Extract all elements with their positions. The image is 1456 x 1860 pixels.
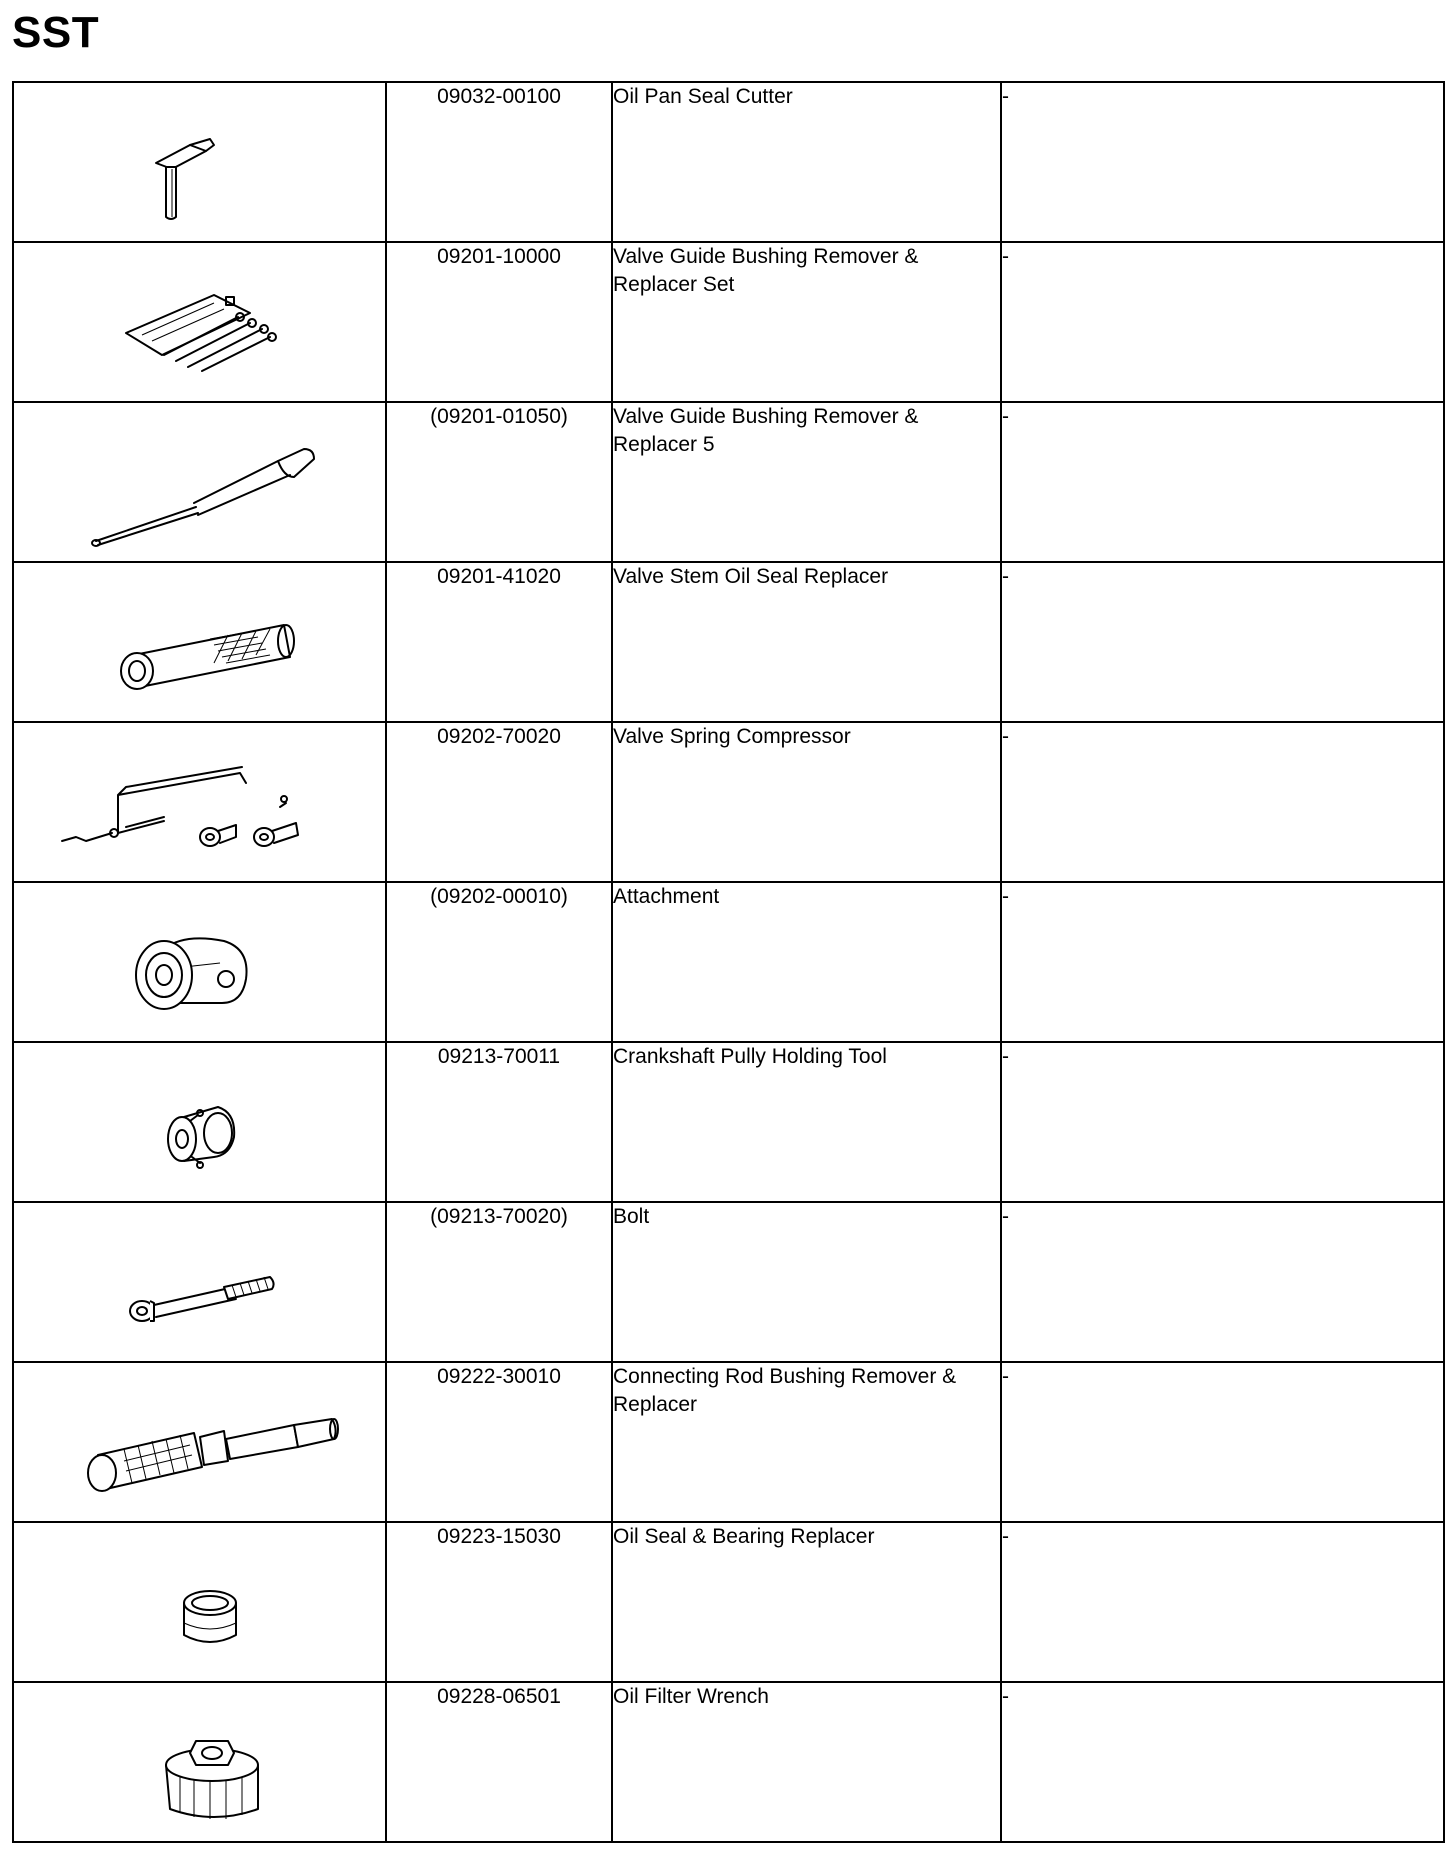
part-number: 09222-30010 bbox=[386, 1362, 612, 1522]
connecting-rod-bushing-tool-icon bbox=[14, 1363, 387, 1523]
tool-name: Valve Guide Bushing Remover & Replacer Set bbox=[612, 242, 1001, 402]
tool-note: - bbox=[1001, 562, 1444, 722]
tool-note: - bbox=[1001, 1522, 1444, 1682]
tool-illustration-cell bbox=[13, 1042, 386, 1202]
valve-guide-bushing-rod-icon bbox=[14, 403, 387, 563]
table-row bbox=[13, 882, 1444, 1042]
table-row bbox=[13, 242, 1444, 402]
tool-note: - bbox=[1001, 1682, 1444, 1842]
sst-table bbox=[12, 81, 1445, 1843]
tool-illustration-cell bbox=[13, 402, 386, 562]
table-row bbox=[13, 1522, 1444, 1682]
table-row bbox=[13, 1362, 1444, 1522]
part-number: 09202-70020 bbox=[386, 722, 612, 882]
tool-name: Oil Seal & Bearing Replacer bbox=[612, 1522, 1001, 1682]
oil-pan-seal-cutter-icon bbox=[14, 83, 387, 243]
tool-name: Attachment bbox=[612, 882, 1001, 1042]
tool-note: - bbox=[1001, 1202, 1444, 1362]
part-number: 09201-10000 bbox=[386, 242, 612, 402]
part-number: 09223-15030 bbox=[386, 1522, 612, 1682]
tool-note: - bbox=[1001, 882, 1444, 1042]
part-number: 09228-06501 bbox=[386, 1682, 612, 1842]
tool-illustration-cell bbox=[13, 242, 386, 402]
part-number: 09201-41020 bbox=[386, 562, 612, 722]
part-number: (09201-01050) bbox=[386, 402, 612, 562]
tool-note: - bbox=[1001, 242, 1444, 402]
table-row bbox=[13, 1042, 1444, 1202]
crankshaft-pulley-holder-icon bbox=[14, 1043, 387, 1203]
page-title: SST bbox=[12, 8, 100, 57]
valve-guide-bushing-set-icon bbox=[14, 243, 387, 403]
tool-note: - bbox=[1001, 1362, 1444, 1522]
attachment-icon bbox=[14, 883, 387, 1043]
tool-note: - bbox=[1001, 722, 1444, 882]
tool-name: Oil Filter Wrench bbox=[612, 1682, 1001, 1842]
bolt-icon bbox=[14, 1203, 387, 1363]
tool-note: - bbox=[1001, 1042, 1444, 1202]
table-row bbox=[13, 1682, 1444, 1842]
part-number: (09202-00010) bbox=[386, 882, 612, 1042]
table-row bbox=[13, 562, 1444, 722]
table-row bbox=[13, 402, 1444, 562]
tool-illustration-cell bbox=[13, 722, 386, 882]
table-row bbox=[13, 722, 1444, 882]
part-number: 09213-70011 bbox=[386, 1042, 612, 1202]
tool-name: Bolt bbox=[612, 1202, 1001, 1362]
tool-name: Connecting Rod Bushing Remover & Replacer bbox=[612, 1362, 1001, 1522]
tool-illustration-cell bbox=[13, 1522, 386, 1682]
oil-filter-wrench-icon bbox=[14, 1683, 387, 1843]
tool-name: Valve Guide Bushing Remover & Replacer 5 bbox=[612, 402, 1001, 562]
tool-illustration-cell bbox=[13, 1202, 386, 1362]
tool-illustration-cell bbox=[13, 1362, 386, 1522]
tool-name: Oil Pan Seal Cutter bbox=[612, 82, 1001, 242]
tool-illustration-cell bbox=[13, 82, 386, 242]
table-row bbox=[13, 1202, 1444, 1362]
tool-illustration-cell bbox=[13, 562, 386, 722]
tool-note: - bbox=[1001, 402, 1444, 562]
valve-spring-compressor-icon bbox=[14, 723, 387, 883]
part-number: (09213-70020) bbox=[386, 1202, 612, 1362]
tool-illustration-cell bbox=[13, 882, 386, 1042]
tool-illustration-cell bbox=[13, 1682, 386, 1842]
tool-name: Valve Spring Compressor bbox=[612, 722, 1001, 882]
part-number: 09032-00100 bbox=[386, 82, 612, 242]
tool-name: Valve Stem Oil Seal Replacer bbox=[612, 562, 1001, 722]
valve-stem-seal-replacer-icon bbox=[14, 563, 387, 723]
tool-name: Crankshaft Pully Holding Tool bbox=[612, 1042, 1001, 1202]
tool-note: - bbox=[1001, 82, 1444, 242]
oil-seal-bearing-replacer-icon bbox=[14, 1523, 387, 1683]
table-row bbox=[13, 82, 1444, 242]
